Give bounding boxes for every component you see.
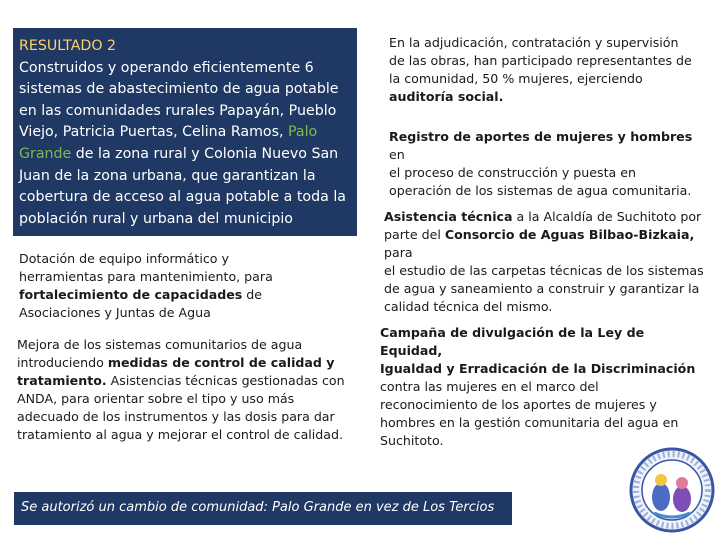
resultado-line: Juan de la zona urbana, que garantizan la [19, 167, 316, 184]
community-change-note: Se autorizó un cambio de comunidad: Palo Grande en vez de Los Tercios [21, 500, 495, 515]
contributions-block: Registro de aportes de mujeres y hombres en el proceso de construcción y puesta en operación de los sistemas de agua comunitaria. [389, 129, 693, 198]
resultado-line: Viejo, Patricia Puertas, Celina Ramos, Palo [19, 124, 318, 141]
resultado-line: sistemas de abastecimiento de agua potable [19, 81, 339, 98]
resultado-text [19, 36, 359, 230]
technical-assistance-block: Asistencia técnica a la Alcaldía de Suchitoto por parte del Consorcio de Aguas Bilbao-Bizkaia, para el estudio de las carpetas técnicas de los sistemas de agua y saneamiento a construir y garantizar la calidad técnica del mismo. [384, 209, 704, 314]
resultado-line: Construidos y operando eficientemente 6 [19, 59, 314, 76]
resultado-line: cobertura de acceso al agua potable a toda la [19, 189, 346, 206]
equity-campaign-block: Campaña de divulgación de la Ley de Equidad, Igualdad y Erradicación de la Discriminación contra las mujeres en el marco del reconocimiento de los aportes de mujeres y hombres en la gestión comunitaria del agua en Suchitoto. [380, 325, 696, 448]
equipment-block: Dotación de equipo informático y herramientas para mantenimiento, para fortalecimiento de capacidades de Asociaciones y Juntas de Agua [19, 251, 273, 320]
resultado-line: población rural y urbana del municipio [19, 210, 293, 227]
resultado-title: RESULTADO 2 [19, 38, 117, 54]
social-audit-block: En la adjudicación, contratación y supervisión de las obras, han participado representantes de la comunidad, 50 % mujeres, ejerciendo auditoría social. [389, 35, 692, 104]
resultado-line: Grande de la zona rural y Colonia Nuevo San [19, 145, 339, 162]
water-quality-block: Mejora de los sistemas comunitarios de agua introduciendo medidas de control de calidad y tratamiento. Asistencias técnicas gestionadas con ANDA, para orientar sobre el tipo y uso más adecuado de los instrumentos y las dosis para dar tratamiento al agua y mejorar el control de calidad. [17, 337, 345, 442]
resultado-line: en las comunidades rurales Papayán, Pueblo [19, 102, 337, 119]
community-water-seal-logo-icon [629, 447, 715, 533]
